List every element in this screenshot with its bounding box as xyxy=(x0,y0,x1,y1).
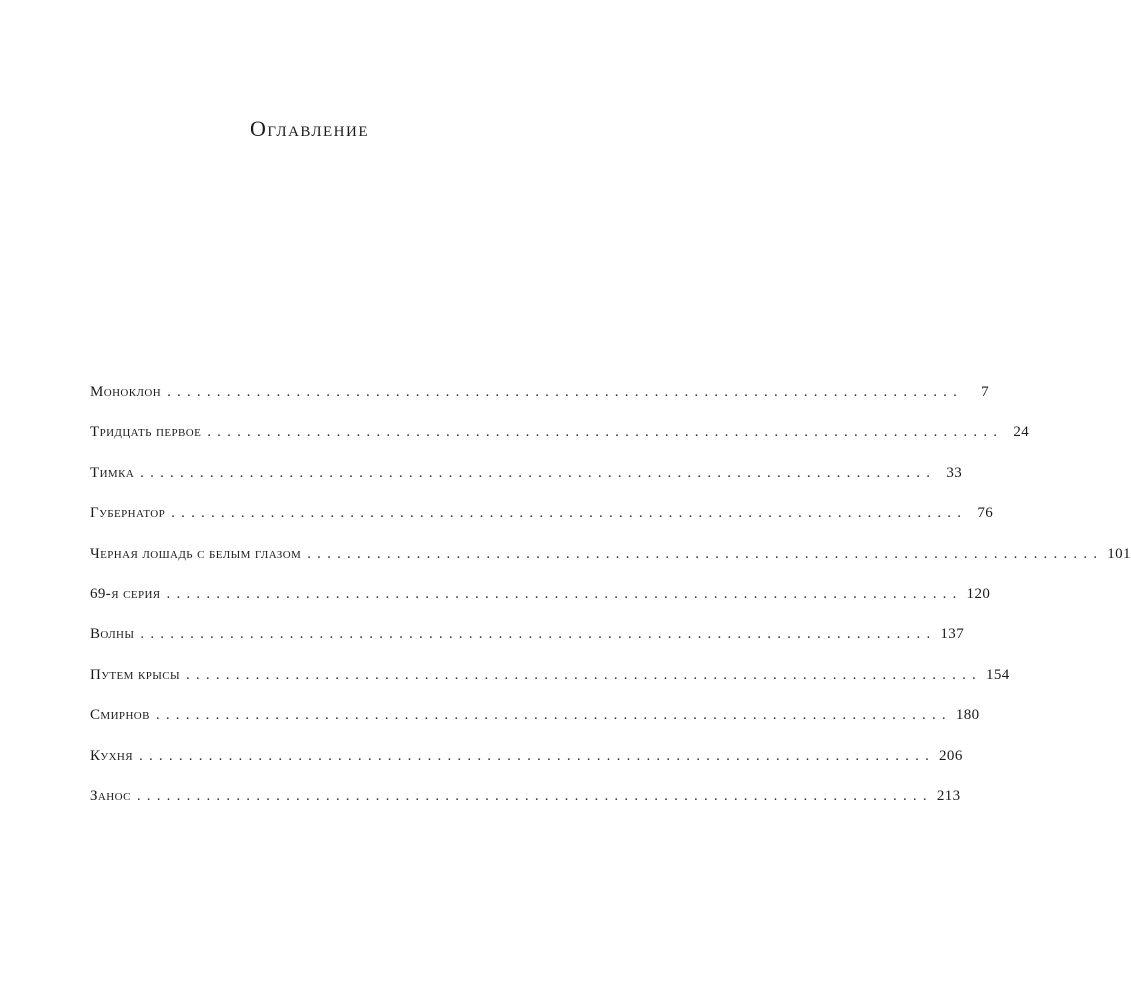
toc-leader-dots: ................................................................................ xyxy=(140,626,937,643)
toc-entry-page: 154 xyxy=(985,666,1010,683)
toc-entry xyxy=(90,464,963,505)
toc-entry xyxy=(90,747,963,788)
toc-entry xyxy=(90,585,991,626)
toc-entry-page: 180 xyxy=(955,707,980,724)
toc-entry-title: Моноклон xyxy=(90,384,162,400)
toc-entry xyxy=(90,384,990,424)
toc-leader-dots: ................................................................................ xyxy=(185,666,982,683)
toc-leader-dots: ................................................................................ xyxy=(167,384,964,400)
toc-entry-title: Волны xyxy=(90,626,135,643)
toc-entry-title: Тридцать первое xyxy=(90,424,202,441)
toc-entry xyxy=(90,505,994,545)
toc-entry-title: Кухня xyxy=(90,747,134,764)
toc-leader-dots: ................................................................................ xyxy=(307,545,1104,562)
toc-entry-title: Занос xyxy=(90,787,131,804)
toc-leader-dots: ................................................................................ xyxy=(139,747,936,764)
toc-leader-dots: ................................................................................ xyxy=(171,505,968,522)
toc-entry-title: Черная лошадь с белым глазом xyxy=(90,545,302,562)
table-of-contents xyxy=(90,384,1131,828)
toc-entry-title: 69-я серия xyxy=(90,585,161,602)
toc-leader-dots: ................................................................................ xyxy=(140,464,937,481)
toc-entry-page: 213 xyxy=(936,787,961,804)
toc-entry xyxy=(90,424,1030,464)
toc-entry-page: 101 xyxy=(1107,545,1131,562)
toc-leader-dots: ................................................................................ xyxy=(166,585,963,602)
toc-entry-page: 33 xyxy=(946,464,963,481)
toc-entry-title: Смирнов xyxy=(90,707,150,724)
toc-entry-page: 7 xyxy=(981,384,990,400)
toc-entry xyxy=(90,707,980,747)
toc-entry-page: 24 xyxy=(1013,424,1030,441)
toc-entry xyxy=(90,787,961,828)
toc-entry-title: Путем крысы xyxy=(90,666,180,683)
toc-entry-title: Губернатор xyxy=(90,505,166,522)
toc-entry xyxy=(90,626,965,666)
toc-leader-dots: ................................................................................ xyxy=(136,787,933,804)
toc-entry-page: 206 xyxy=(939,747,963,764)
toc-entry-page: 120 xyxy=(966,585,991,602)
toc-entry-page: 76 xyxy=(977,505,994,522)
toc-entry xyxy=(90,545,1131,586)
toc-entry-page: 137 xyxy=(940,626,965,643)
toc-entry xyxy=(90,666,1010,707)
toc-leader-dots: ................................................................................ xyxy=(207,424,1004,441)
toc-entry-title: Тимка xyxy=(90,464,135,481)
page-title: Оглавление xyxy=(249,116,370,141)
toc-leader-dots: ................................................................................ xyxy=(155,707,952,724)
